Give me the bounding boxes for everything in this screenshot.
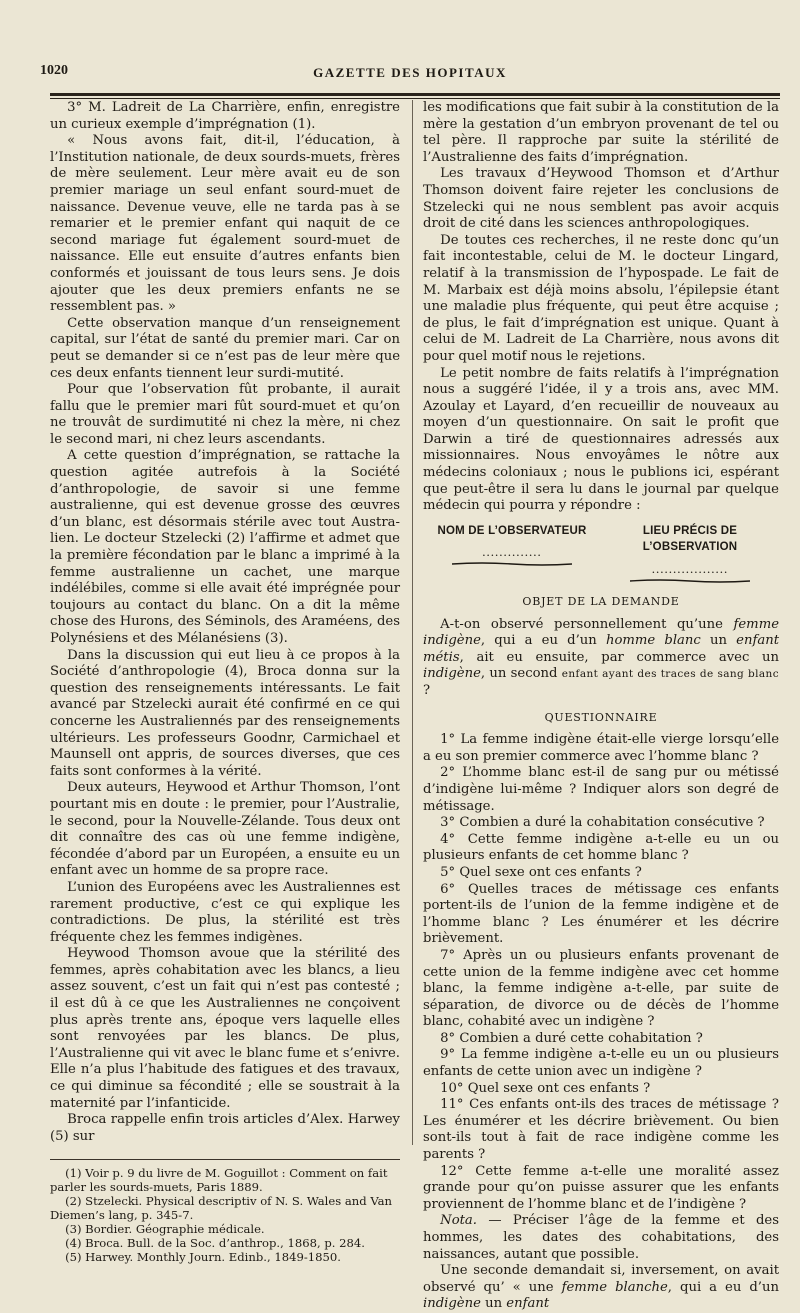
- text-run: , qui a eu d’un: [667, 1279, 779, 1295]
- left-column: [50, 100, 400, 1264]
- right-column: [423, 100, 779, 1313]
- footnotes: [50, 1166, 400, 1264]
- paragraph: Le petit nombre de faits relatifs à l’imprégnation nous a suggéré l’idée, il y a trois ans, avec MM. Azoulay et Layard, d’en recueillir de nouveaux au moyen d’un questionnaire. On sait le profit que Darwin a tiré de questionnaires adressés aux missionnaires. Nous envoyâmes le nôtre aux médecins coloniaux ; nous le publions ici, espérant que peut-être il sera lu dans le journal par quelque médecin qui pourra y répondre :: [423, 365, 779, 514]
- paragraph: Heywood Thomson avoue que la stérilité des femmes, après cohabitation avec les blancs, a lieu assez souvent, c’est un fait qui n’est pas contesté ; il est dû à ce que les Australiennes ne conçoivent plus après trente ans, époque vers laquelle elles sont renvoyées par les blancs. De plus, l’Australienne qui vit avec le blanc fume et s’enivre. Elle n’a plus l’habitude des fatigues et des travaux, ce qui diminue sa fécondité ; elle se soustrait à la maternité par l’infanticide.: [50, 946, 400, 1111]
- object-paragraph: [423, 617, 779, 700]
- footnote: (3) Bordier. Géographie médicale.: [65, 1222, 265, 1237]
- header-rule-thin: [50, 98, 780, 99]
- italic-run: femme indigène: [423, 616, 779, 649]
- footnote: (4) Broca. Bull. de la Soc. d’anthrop., 1868, p. 284.: [65, 1236, 365, 1251]
- paragraph: « Nous avons fait, dit-il, l’éducation, à l’Institution nationale, de deux sourds-muets, frères de mère seulement. Leur mère avait eu de son premier mariage un seul enfant sourd-muet de naissance. Devenue veuve, elle ne tarda pas à se remarier et le premier enfant qui naquit de ce second mariage fut également sourd-muet de naissance. Elle eut ensuite d’autres enfants bien conformés et jouissant de tous leurs sens. Je dois ajouter que les deux premiers enfants ne se ressemblent pas. »: [50, 133, 400, 315]
- question-item: 9° La femme indigène a-t-elle eu un ou plusieurs enfants de cette union avec un indigène ?: [423, 1047, 779, 1080]
- observation-place-label: LIEU PRÉCIS DE L’OBSERVATION: [642, 524, 738, 554]
- italic-run: indigène: [423, 1296, 481, 1312]
- question-item: 5° Quel sexe ont ces enfants ?: [440, 864, 642, 880]
- paragraph: Cette observation manque d’un renseignement capital, sur l’état de santé du premier mari. Car on peut se demander si ce n’est pas de leur mère que ces deux enfants tiennent leur surdi-mutité.: [50, 315, 400, 381]
- text-run: un: [480, 1296, 507, 1312]
- form-column-location: [601, 523, 779, 584]
- paragraph: Les travaux d’Heywood Thomson et d’Arthur Thomson doivent faire rejeter les conclusions de Stzelecki qui ne nous semblent pas avoir acquis droit de cité dans les sciences anthropologiques.: [423, 166, 779, 232]
- page-number: 1020: [40, 63, 68, 78]
- question-item: 2° L’homme blanc est-il de sang pur ou métissé d’indigène lui-même ? Indiquer alors son degré de métissage.: [423, 765, 779, 814]
- italic-run: enfant métis: [423, 633, 780, 665]
- question-item: 4° Cette femme indigène a-t-elle eu un ou plusieurs enfants de cet homme blanc ?: [423, 831, 779, 864]
- footnote: (2) Stzelecki. Physical descriptiv of N. S. Wales and Van Diemen’s lang, p. 345-7.: [50, 1194, 393, 1223]
- question-item: 7° Après un ou plusieurs enfants provenant de cette union de la femme indigène avec cet homme blanc, la femme indigène a-t-elle, par suite de séparation, de divorce ou de décès de l’homme blanc, cohabité avec un indigène ?: [423, 947, 779, 1030]
- italic-run: femme blanche: [561, 1279, 668, 1295]
- nota-label: Nota.: [440, 1213, 477, 1229]
- observer-name-label: NOM DE L’OBSERVATEUR: [437, 524, 587, 537]
- question-item: 8° Combien a duré cette cohabitation ?: [440, 1030, 703, 1046]
- italic-run: homme blanc: [605, 633, 701, 649]
- footnote: (5) Harwey. Monthly Journ. Edinb., 1849-1850.: [65, 1250, 341, 1265]
- paragraph: Dans la discussion qui eut lieu à ce propos à la Société d’anthropologie (4), Broca donna sur la question des renseignements intéressants. Le fait avancé par Stzelecki aurait été confirmé en ce qui concerne les Australiennés par des renseignements ultérieurs. Les professeurs Goodnr, Carmichael et Maunsell ont appris, de sources diverses, que ces faits sont conformes à la vérité.: [50, 647, 400, 779]
- footnote: (1) Voir p. 9 du livre de M. Goguillot : Comment on fait parler les sourds-muets, Paris 1889.: [50, 1166, 388, 1195]
- text-run: ?: [423, 683, 431, 698]
- text-run: , ait eu ensuite, par commerce avec un: [459, 649, 779, 665]
- italic-run: enfant: [506, 1296, 550, 1312]
- text-run: , qui a eu d’un: [480, 633, 606, 649]
- questionnaire-heading: QUESTIONNAIRE: [544, 710, 658, 724]
- observer-name-blank: ..............: [482, 544, 542, 560]
- question-item: 1° La femme indigène était-elle vierge lorsqu’elle a eu son premier commerce avec l’homme blanc ?: [423, 732, 779, 764]
- question-item: 6° Quelles traces de métissage ces enfants portent-ils de l’union de la femme indigène et de l’homme blanc ? Les énumérer et les décrire brièvement.: [423, 881, 779, 947]
- question-item: 11° Ces enfants ont-ils des traces de métissage ? Les énumérer et les décrire brièvement. Ou bien sont-ils tout à fait de race indigène comme les parents ?: [423, 1097, 779, 1163]
- nota-paragraph: [423, 1213, 779, 1263]
- footnote-divider: [50, 1159, 400, 1160]
- question-item: 3° Combien a duré la cohabitation consécutive ?: [440, 815, 765, 831]
- form-column-observer: [423, 523, 601, 584]
- paragraph: les modifications que fait subir à la constitution de la mère la gestation d’un embryon provenant de tel ou tel père. Il rapproche par suite la stérilité de l’Australienne des faits d’imprégnation.: [423, 100, 779, 165]
- object-heading: OBJET DE LA DEMANDE: [522, 595, 680, 609]
- italic-run: indigène: [423, 666, 481, 682]
- paragraph: Deux auteurs, Heywood et Arthur Thomson, l’ont pourtant mis en doute : le premier, pour l’Australie, le second, pour la Nouvelle-Zélande. Tous deux ont dit connaître des cas où une femme indigène, fécondée d’abord par un Européen, a ensuite eu un enfant avec un homme de sa propre race.: [50, 780, 400, 879]
- paragraph: Broca rappelle enfin trois articles d’Alex. Harwey (5) sur: [50, 1112, 400, 1144]
- paragraph: A cette question d’imprégnation, se rattache la question agitée autrefois à la Société d’anthropologie, de savoir si une femme australienne, qui est devenue grosse des œuvres d’un blanc, est désormais stérile avec tout Australien. Le docteur Stzelecki (2) l’affirme et admet que la première fécondation par le blanc a imprimé à la femme australienne un cachet, une marque indélébiles, comme si elle avait été imprégnée pour toujours au contact du blanc. On a dit la même chose des Hurons, des Séminols, des Araméens, des Polynésiens et des Mélanésiens (3).: [50, 448, 400, 646]
- text-run: , un second: [480, 666, 562, 682]
- questionnaire-form-header: [423, 523, 779, 584]
- paragraph: 3° M. Ladreit de La Charrière, enfin, enregistre un curieux exemple d’imprégnation (1).: [50, 100, 400, 132]
- question-item: 10° Quel sexe ont ces enfants ?: [440, 1080, 651, 1096]
- observation-place-blank: ..................: [651, 561, 729, 577]
- text-run: un: [700, 633, 737, 649]
- header-rule-thick: [50, 93, 780, 96]
- nota-text: — Préciser l’âge de la femme et des hommes, les dates des cohabitations, des naissances, autant que possible.: [423, 1213, 779, 1262]
- swash-rule-ornament: [630, 578, 750, 584]
- question-item: 12° Cette femme a-t-elle une moralité assez grande pour qu’on puisse assurer que les enfants proviennent de l’homme blanc et de l’indigène ?: [423, 1163, 779, 1212]
- swash-rule-ornament: [452, 561, 572, 567]
- paragraph: Pour que l’observation fût probante, il aurait fallu que le premier mari fût sourd-muet et qu’on ne trouvât de surdimutité ni chez la mère, ni chez le second mari, ni chez leurs ascendants.: [50, 382, 400, 447]
- paragraph: De toutes ces recherches, il ne reste donc qu’un fait incontestable, celui de M. le docteur Lingard, relatif à la transmission de l’hypospade. Le fait de M. Marbaix est déjà moins absolu, l’épilepsie étant une maladie plus fréquente, qui peut être acquise ; de plus, le fait d’imprégnation est unique. Quant à celui de M. Ladreit de La Charrière, nous avons dit pour quel motif nous le rejetions.: [423, 232, 779, 364]
- closing-paragraph: [423, 1263, 779, 1313]
- page-header: [40, 63, 780, 89]
- journal-title: GAZETTE DES HOPITAUX: [313, 65, 507, 80]
- text-run: A-t-on observé personnellement qu’une: [440, 616, 734, 632]
- small-caps-run: enfant ayant des traces de sang blanc: [561, 668, 779, 681]
- column-divider: [412, 100, 413, 1145]
- text-run: Une seconde demandait si, inversement, on avait observé qu’ « une: [423, 1263, 779, 1295]
- paragraph: L’union des Européens avec les Australiennes est rarement productive, c’est ce qui explique les contradictions. De plus, la stérilité est très fréquente chez les femmes indigènes.: [50, 879, 400, 945]
